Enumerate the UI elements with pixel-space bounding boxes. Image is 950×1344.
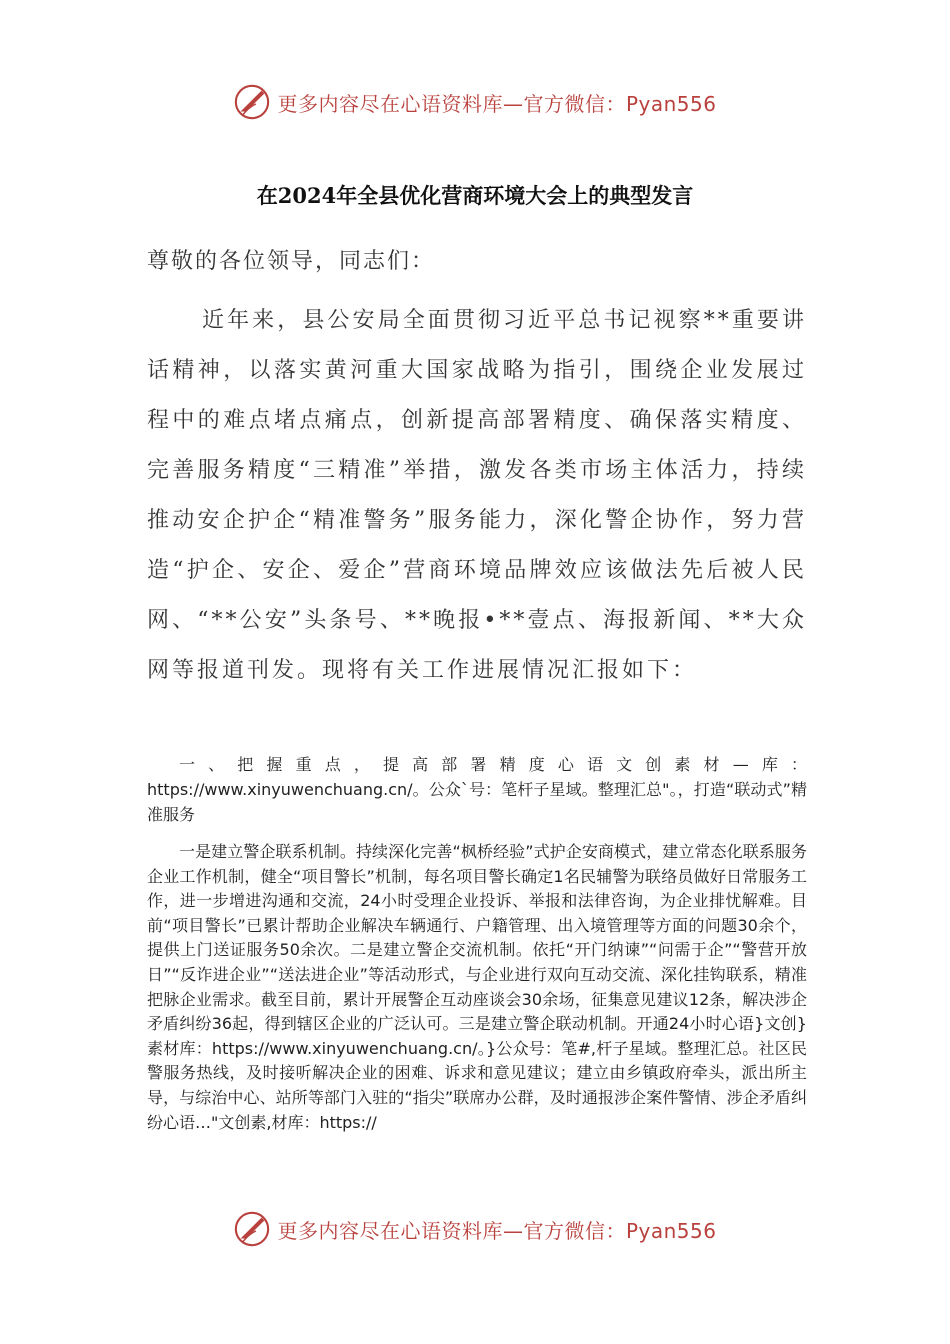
watermark-text: 更多内容尽在心语资料库—官方微信：Pyan556: [277, 91, 717, 116]
quill-logo-icon: [233, 1210, 271, 1248]
header-watermark: [0, 82, 950, 122]
section-body-1: 一是建立警企联系机制。持续深化完善“枫桥经验”式护企安商模式，建立常态化联系服务企业工作机制，健全“项目警长”机制，每名项目警长确定1名民辅警为联络员做好日常服务工作，进一步增进沟通和交流，24小时受理企业投诉、举报和法律咨询，为企业排忧解难。目前“项目警长”已累计帮助企业解决车辆通行、户籍管理、出入境管理等方面的问题30余个，提供上门送证服务50余次。二是建立警企交流机制。依托“开门纳谏”“问需于企”“警营开放日”“反诈进企业”“送法进企业”等活动形式，与企业进行双向互动交流、深化挂钩联系，精准把脉企业需求。截至目前，累计开展警企互动座谈会30余场，征集意见建议12条，解决涉企矛盾纠纷36起，得到辖区企业的广泛认可。三是建立警企联动机制。开通24小时心语}文创}素材库：https://www.xinyuwenchuang.cn/。}公众号：笔#,杆子星域。整理汇总。社区民警服务热线，及时接听解决企业的困难、诉求和意见建议；建立由乡镇政府牵头，派出所主导，与综治中心、站所等部门入驻的“指尖”联席办公群，及时通报涉企案件警情、涉企矛盾纠纷心语…"文创素,材库：https://: [147, 842, 807, 1132]
footer-watermark: [0, 1209, 950, 1249]
section-heading-1: 一、把握重点，提高部署精度心语文创素材—库：https://www.xinyuwenchuang.cn/。公众`号：笔杆子星域。整理汇总"。，打造“联动式”精准服务: [147, 755, 807, 824]
intro-paragraph: 近年来，县公安局全面贯彻习近平总书记视察**重要讲话精神，以落实黄河重大国家战略为指引，围绕企业发展过程中的难点堵点痛点，创新提高部署精度、确保落实精度、完善服务精度“三精准”举措，激发各类市场主体活力，持续推动安企护企“精准警务”服务能力，深化警企协作，努力营造“护企、安企、爱企”营商环境品牌效应该做法先后被人民网、“**公安”头条号、**晚报•**壹点、海报新闻、**大众网等报道刊发。现将有关工作进展情况汇报如下：: [147, 308, 807, 683]
watermark-text: 更多内容尽在心语资料库—官方微信：Pyan556: [277, 1218, 717, 1243]
quill-logo-icon: [233, 83, 271, 121]
document-title: 在2024年全县优化营商环境大会上的典型发言: [256, 183, 694, 208]
salutation: 尊敬的各位领导，同志们：: [147, 249, 436, 274]
